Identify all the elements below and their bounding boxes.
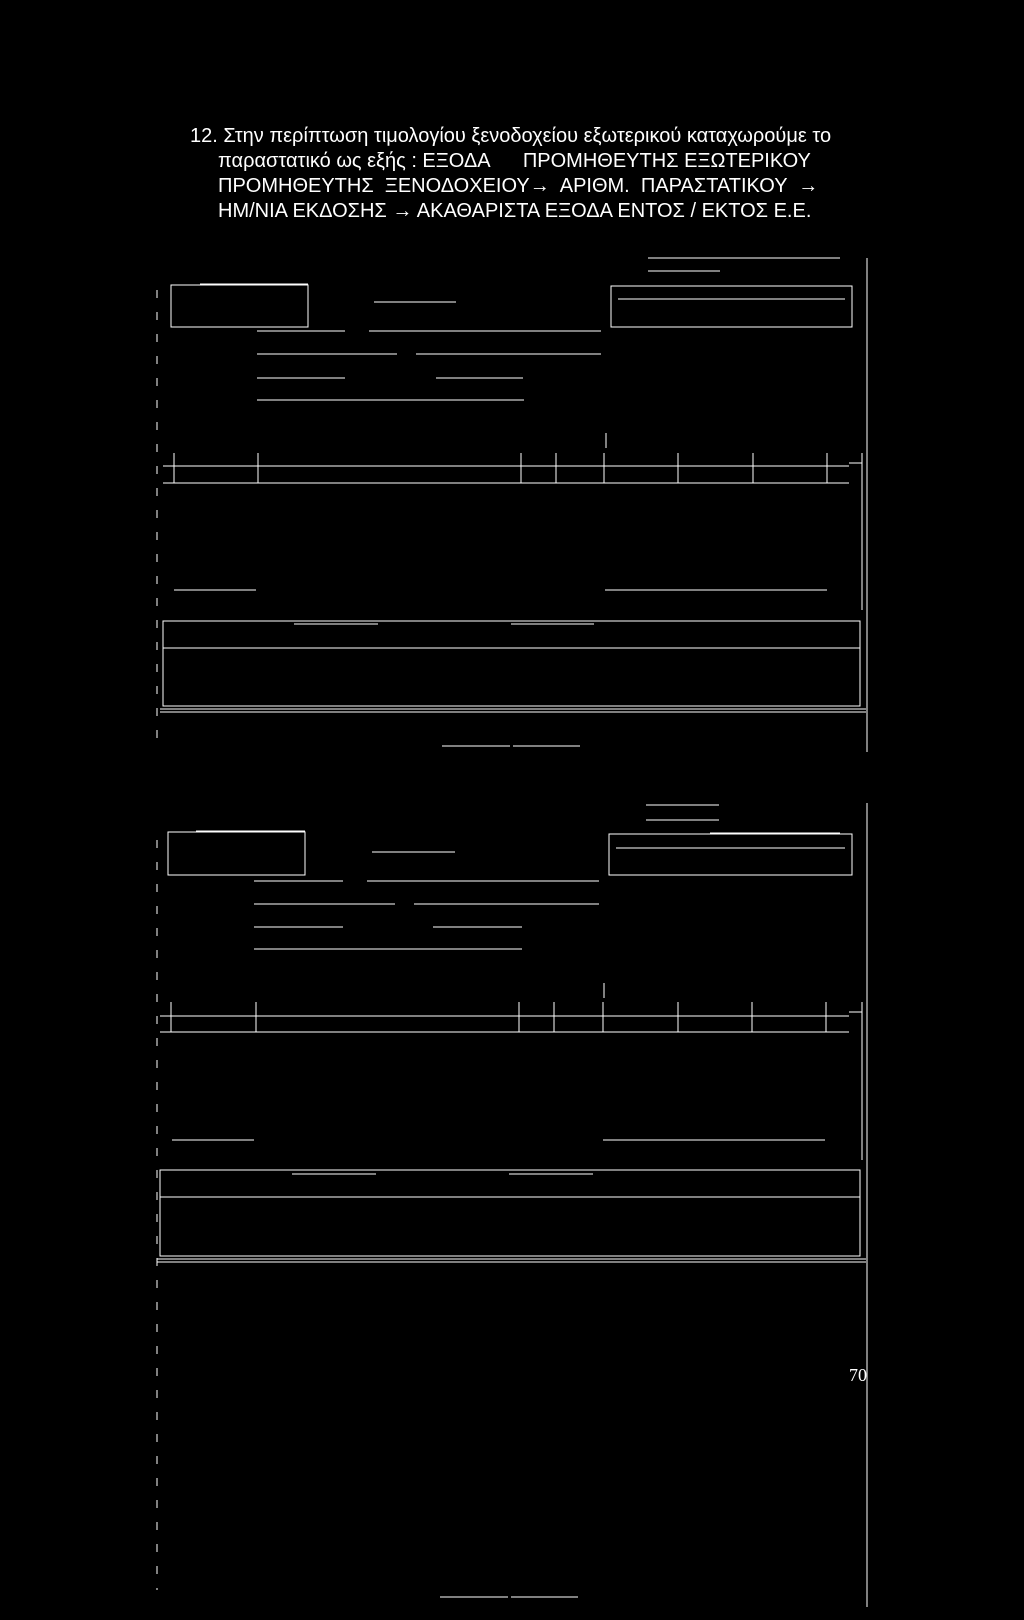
instruction-line-1: 12. Στην περίπτωση τιμολογίου ξενοδοχείου εξωτερικού καταχωρούμε το (190, 125, 832, 147)
instruction-text (190, 124, 880, 224)
instruction-line-2: παραστατικό ως εξής : ΕΞΟΔΑ ΠΡΟΜΗΘΕΥΤΗΣ ΕΞΩΤΕΡΙΚΟΥ (218, 150, 811, 172)
form-screenshot-1 (0, 250, 1024, 770)
form-screenshot-2 (0, 800, 1024, 1620)
instruction-line-4: ΗΜ/ΝΙΑ ΕΚΔΟΣΗΣ → ΑΚΑΘΑΡΙΣΤΑ ΕΞΟΔΑ ΕΝΤΟΣ / ΕΚΤΟΣ Ε.Ε. (218, 200, 812, 222)
page-number: 70 (849, 1365, 867, 1385)
instruction-line-3: ΠΡΟΜΗΘΕΥΤΗΣ ΞΕΝΟΔΟΧΕΙΟΥ→ ΑΡΙΘΜ. ΠΑΡΑΣΤΑΤΙΚΟΥ → (218, 175, 819, 197)
